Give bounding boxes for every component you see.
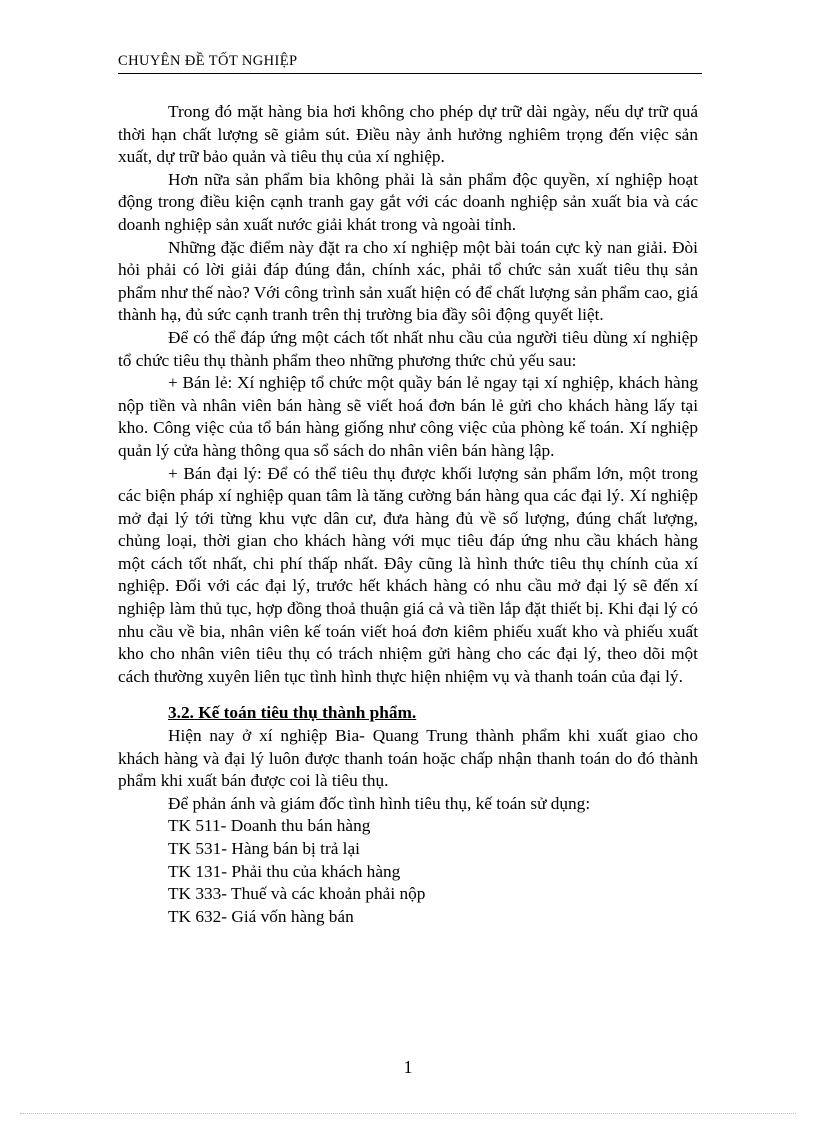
list-item: TK 131- Phải thu của khách hàng [168,861,401,881]
list-item: TK 632- Giá vốn hàng bán [168,906,354,926]
list-item: TK 333- Thuế và các khoản phải nộp [168,884,426,904]
paragraph-competition: Hơn nữa sản phẩm bia không phải là sản phẩm độc quyền, xí nghiệp hoạt động trong điều kiện cạnh tranh gay gắt với các doanh nghiệp sản xuất bia và các doanh nghiệp sản xuất nước giải khát trong và ngoài tỉnh. [118,169,698,234]
section-lead: Để phản ánh và giám đốc tình hình tiêu thụ, kế toán sử dụng: [168,793,591,813]
page-header [118,52,702,74]
section-heading [118,702,698,725]
list-item: TK 531- Hàng bán bị trả lại [168,839,360,858]
page-number: 1 [403,1057,413,1077]
page-bottom-divider [20,1113,796,1114]
paragraph-storage: Trong đó mặt hàng bia hơi không cho phép dự trữ dài ngày, nếu dự trữ quá thời hạn chất lượng sẽ giảm sút. Điều này ảnh hưởng nghiêm trọng đến việc sản xuất, dự trữ bảo quản và tiêu thụ của xí nghiệp. [118,102,698,167]
list-item: TK 511- Doanh thu bán hàng [168,816,371,836]
page-body [118,101,698,928]
paragraph-sales-methods: Để có thể đáp ứng một cách tốt nhất nhu cầu của người tiêu dùng xí nghiệp tổ chức tiêu thụ thành phẩm theo những phương thức chủ yếu sau: [118,327,698,370]
paragraph-agency: + Bán đại lý: Để có thể tiêu thụ được khối lượng sản phẩm lớn, một trong các biện pháp xí nghiệp quan tâm là tăng cường bán hàng qua các đại lý. Xí nghiệp mở đại lý tới từng khu vực dân cư, đưa hàng đủ về số lượng, đúng chất lượng, chủng loại, thời gian cho khách hàng với mục tiêu đáp ứng nhu cầu khách hàng một cách tốt nhất, chi phí thấp nhất. Đây cũng là hình thức tiêu thụ chính của xí nghiệp. Đối với các đại lý, trước hết khách hàng có nhu cầu mở đại lý sẽ đến xí nghiệp làm thủ tục, hợp đồng thoả thuận giá cả và tiền lắp đặt thiết bị. Khi đại lý có nhu cầu về bia, nhân viên kế toán viết hoá đơn kiêm phiếu xuất kho và phiếu xuất kho cho nhân viên tiêu thụ có trách nhiệm gửi hàng cho các đại lý, theo dõi một cách thường xuyên liên tục tình hình thực hiện nhiệm vụ và thanh toán của đại lý. [118,463,698,686]
paragraph-retail: + Bán lẻ: Xí nghiệp tổ chức một quầy bán lẻ ngay tại xí nghiệp, khách hàng nộp tiền và nhân viên bán hàng sẽ viết hoá đơn bán lẻ gửi cho khách hàng lấy tại kho. Công việc của tổ bán hàng giống như công việc của phòng kế toán. Xí nghiệp quản lý cửa hàng thông qua sổ sách do nhân viên bán hàng lập. [118,373,698,460]
section-intro: Hiện nay ở xí nghiệp Bia- Quang Trung thành phẩm khi xuất giao cho khách hàng và đại lý luôn được thanh toán hoặc chấp nhận thanh toán do đó thành phẩm khi xuất bán được coi là tiêu thụ. [118,726,698,791]
section-heading-text: 3.2. Kế toán tiêu thụ thành phẩm. [168,703,417,723]
account-list [118,815,698,928]
document-title: CHUYÊN ĐỀ TỐT NGHIỆP [118,53,298,69]
paragraph-problem: Những đặc điểm này đặt ra cho xí nghiệp một bài toán cực kỳ nan giải. Đòi hỏi phải có lời giải đáp đúng đắn, chính xác, phải tổ chức sản xuất tiêu thụ sản phẩm như thế nào? Với công trình sản xuất hiện có để chất lượng sản phẩm cao, giá thành hạ, đủ sức cạnh tranh trên thị trường bia đầy sôi động quyết liệt. [118,237,698,325]
